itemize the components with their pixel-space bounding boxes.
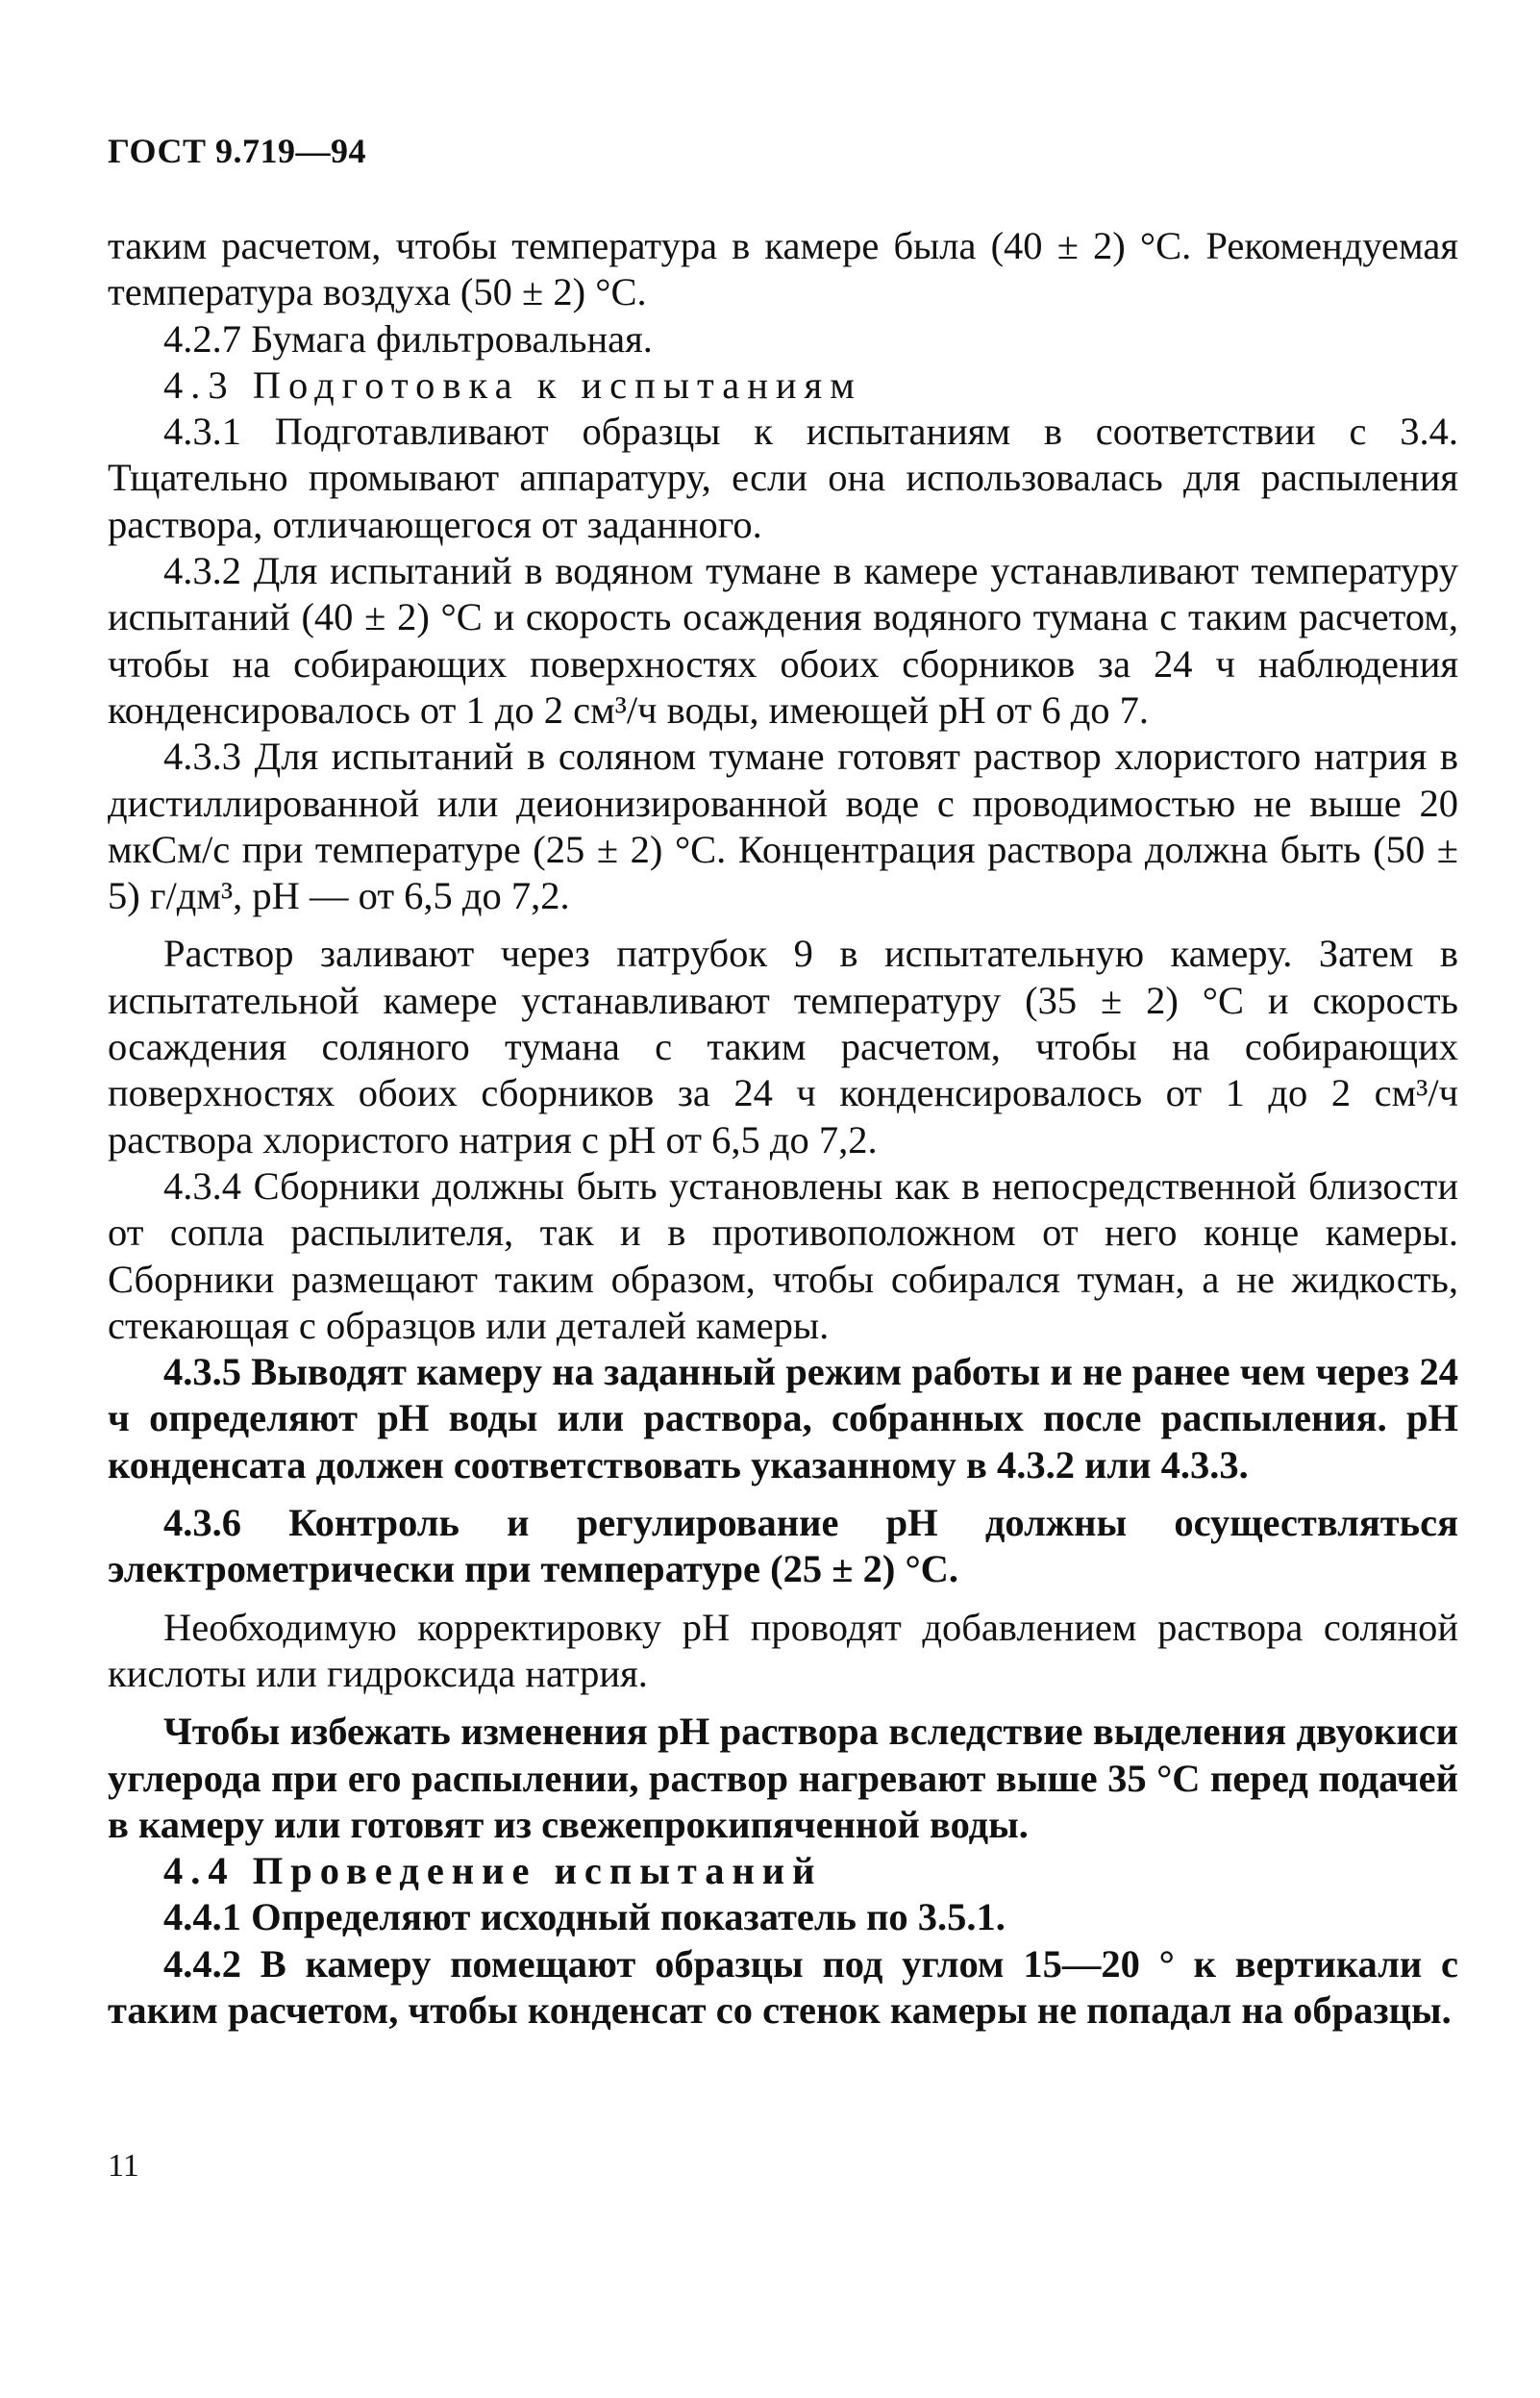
paragraph-4-3-1: 4.3.1 Подготавливают образцы к испытаниям в соответствии с 3.4. Тщательно промывают аппаратуру, если она использовалась для распыления раствора, отличающегося от заданного. — [108, 410, 1458, 546]
paragraph-4-3-2: 4.3.2 Для испытаний в водяном тумане в камере устанавливают температуру испытаний (40 ± 2) °С и скорость осаждения водяного тумана с таким расчетом, чтобы на собирающих поверхностях обоих сборников за 24 ч наблюдения конденсировалось от 1 до 2 см³/ч воды, имеющей рН от 6 до 7. — [108, 549, 1458, 732]
paragraph-4-3-3: 4.3.3 Для испытаний в соляном тумане готовят раствор хлористого натрия в дистиллированной или деионизированной воде с проводимостью не выше 20 мкСм/с при температуре (25 ± 2) °С. Концентрация раствора должна быть (50 ± 5) г/дм³, рН — от 6,5 до 7,2. — [108, 735, 1458, 918]
paragraph-4-4-2: 4.4.2 В камеру помещают образцы под углом 15—20 ° к вертикали с таким расчетом, чтобы конденсат со стенок камеры не попадал на образцы. — [108, 1941, 1458, 2032]
paragraph-solution-fill: Раствор заливают через патрубок 9 в испытательную камеру. Затем в испытательной камере устанавливают температуру (35 ± 2) °С и скорость осаждения соляного тумана с таким расчетом, чтобы на собирающих поверхностях обоих сборников за 24 ч конденсировалось от 1 до 2 см³/ч раствора хлористого натрия с рН от 6,5 до 7,2. — [108, 932, 1458, 1162]
document-body — [108, 223, 1458, 2034]
paragraph-co2-note: Чтобы избежать изменения рН раствора вследствие выделения двуокиси углерода при его распылении, раствор нагревают выше 35 °С перед подачей в камеру или готовят из свежепрокипяченной воды. — [108, 1710, 1458, 1846]
standard-header: ГОСТ 9.719—94 — [108, 132, 366, 170]
paragraph-4-4-1: 4.4.1 Определяют исходный показатель по 3.5.1. — [163, 1895, 1006, 1939]
section-heading-4-3: 4.3 Подготовка к испытаниям — [163, 362, 862, 407]
section-heading-4-4: 4.4 Проведение испытаний — [163, 1849, 823, 1893]
paragraph-4-2-7: 4.2.7 Бумага фильтровальная. — [163, 316, 653, 361]
paragraph-4-3-5: 4.3.5 Выводят камеру на заданный режим работы и не ранее чем через 24 ч определяют рН воды или раствора, собранных после распыления. рН конденсата должен соответствовать указанному в 4.3.2 или 4.3.3. — [108, 1350, 1458, 1486]
page-number: 11 — [108, 2148, 139, 2184]
paragraph-4-3-4: 4.3.4 Сборники должны быть установлены как в непосредственной близости от сопла распылителя, так и в противоположном от него конце камеры. Сборники размещают таким образом, чтобы собирался туман, а не жидкость, стекающая с образцов или деталей камеры. — [108, 1163, 1458, 1347]
paragraph-ph-correction: Необходимую корректировку рН проводят добавлением раствора соляной кислоты или гидроксида натрия. — [108, 1605, 1458, 1695]
paragraph-4-3-6: 4.3.6 Контроль и регулирование рН должны осуществляться электрометрически при температуре (25 ± 2) °С. — [108, 1501, 1458, 1591]
paragraph-continuation: таким расчетом, чтобы температура в камере была (40 ± 2) °С. Рекомендуемая температура воздуха (50 ± 2) °С. — [108, 224, 1458, 314]
